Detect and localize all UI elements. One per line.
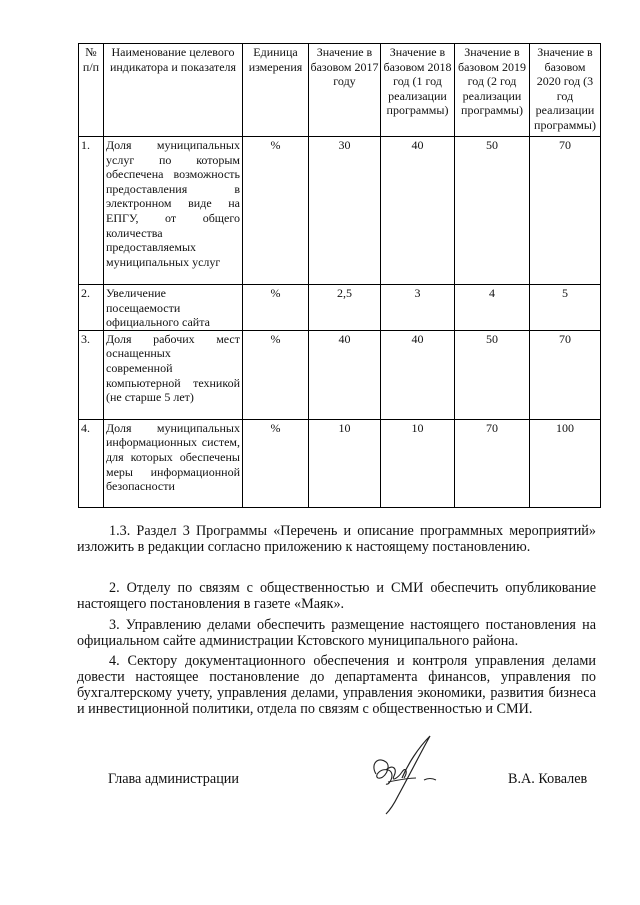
row-value-2019: 4 <box>455 285 530 331</box>
row-value-2018: 40 <box>381 330 455 419</box>
row-unit: % <box>243 137 309 285</box>
signatory-position: Глава администрации <box>108 771 239 787</box>
paragraph-text: 1.3. Раздел 3 Программы «Перечень и описание программных мероприятий» изложить в редакции согласно приложению к настоящему постановлению. <box>77 523 596 555</box>
row-num: 3. <box>79 330 104 419</box>
row-indicator-name: Доля рабочих мест оснащенных современной компьютерной техникой (не старше 5 лет) <box>104 330 243 419</box>
header-unit: Единица измерения <box>243 44 309 137</box>
row-value-2020: 70 <box>530 137 601 285</box>
paragraph-text: 2. Отделу по связям с общественностью и СМИ обеспечить опубликование настоящего постановления в газете «Маяк». <box>77 580 596 612</box>
row-value-2020: 70 <box>530 330 601 419</box>
header-value-2019: Значение в базовом 2019 год (2 год реализации программы) <box>455 44 530 137</box>
row-num: 4. <box>79 419 104 507</box>
paragraph-4 <box>77 653 596 717</box>
handwritten-signature <box>368 734 448 816</box>
paragraph-1-3 <box>77 523 596 555</box>
header-value-2018: Значение в базовом 2018 год (1 год реализации программы) <box>381 44 455 137</box>
paragraph-text: 3. Управлению делами обеспечить размещение настоящего постановления на официальном сайте администрации Кстовского муниципального района. <box>77 617 596 649</box>
header-num: № п/п <box>79 44 104 137</box>
row-unit: % <box>243 285 309 331</box>
header-indicator-name: Наименование целевого индикатора и показателя <box>104 44 243 137</box>
header-value-2017: Значение в базовом 2017 году <box>309 44 381 137</box>
row-unit: % <box>243 419 309 507</box>
row-value-2019: 50 <box>455 330 530 419</box>
row-value-2017: 2,5 <box>309 285 381 331</box>
table-row <box>79 137 601 285</box>
table-row <box>79 285 601 331</box>
paragraph-text: 4. Сектору документационного обеспечения и контроля управления делами довести настоящее постановление до департамента финансов, управления по бухгалтерскому учету, управления делами, управления экономики, развития бизнеса и инвестиционной политики, отдела по связям с общественностью и СМИ. <box>77 653 596 717</box>
row-indicator-name: Доля муниципальных услуг по которым обеспечена возможность предоставления в электронном виде на ЕПГУ, от общего количества предоставляемых муниципальных услуг <box>104 137 243 285</box>
row-value-2017: 40 <box>309 330 381 419</box>
indicators-table <box>78 43 601 508</box>
row-value-2017: 30 <box>309 137 381 285</box>
row-value-2020: 5 <box>530 285 601 331</box>
paragraph-2 <box>77 580 596 612</box>
row-value-2018: 10 <box>381 419 455 507</box>
row-indicator-name: Увеличение посещаемости официального сайта <box>104 285 243 331</box>
row-num: 1. <box>79 137 104 285</box>
table-header-row <box>79 44 601 137</box>
row-value-2019: 70 <box>455 419 530 507</box>
row-value-2018: 3 <box>381 285 455 331</box>
row-indicator-name: Доля муниципальных информационных систем, для которых обеспечены меры информационной безопасности <box>104 419 243 507</box>
table-row <box>79 419 601 507</box>
header-value-2020: Значение в базовом 2020 год (3 год реализации программы) <box>530 44 601 137</box>
paragraph-3 <box>77 617 596 649</box>
row-value-2019: 50 <box>455 137 530 285</box>
row-unit: % <box>243 330 309 419</box>
row-value-2020: 100 <box>530 419 601 507</box>
row-value-2018: 40 <box>381 137 455 285</box>
row-value-2017: 10 <box>309 419 381 507</box>
table-row <box>79 330 601 419</box>
row-num: 2. <box>79 285 104 331</box>
signatory-name: В.А. Ковалев <box>508 771 588 787</box>
